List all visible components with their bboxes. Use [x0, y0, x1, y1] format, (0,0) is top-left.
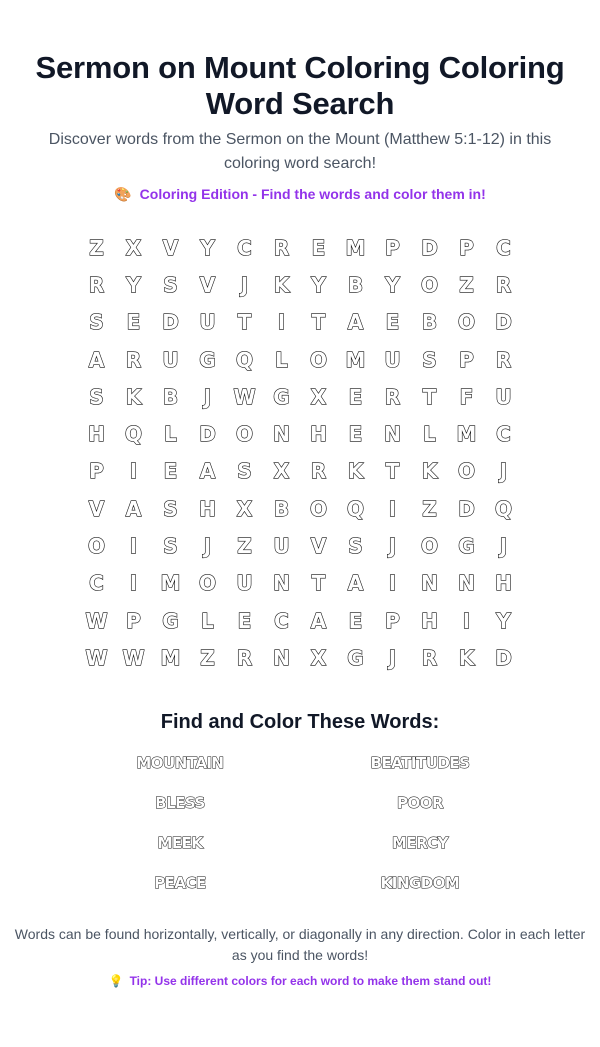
grid-cell[interactable]: R	[495, 347, 512, 372]
grid-cell[interactable]: G	[347, 645, 364, 670]
grid-cell[interactable]: B	[347, 272, 364, 297]
grid-cell[interactable]: W	[122, 645, 145, 670]
grid-cell[interactable]: N	[384, 422, 401, 447]
grid-cell[interactable]: O	[87, 534, 105, 559]
grid-cell[interactable]: Q	[235, 347, 253, 372]
word-list-item: BEATITUDES	[370, 753, 470, 772]
grid-cell[interactable]: O	[420, 272, 438, 297]
grid-cell[interactable]: E	[311, 235, 326, 260]
grid-cell[interactable]: A	[310, 608, 327, 633]
grid-cell[interactable]: S	[348, 534, 363, 559]
grid-cell[interactable]: G	[199, 347, 216, 372]
grid-cell[interactable]: X	[273, 459, 290, 484]
palette-icon: 🎨	[114, 186, 132, 202]
grid-cell[interactable]: T	[311, 571, 326, 596]
grid-cell[interactable]: E	[237, 608, 252, 633]
grid-cell[interactable]: M	[160, 645, 181, 670]
grid-cell[interactable]: I	[388, 496, 397, 521]
grid-cell[interactable]: Q	[494, 496, 512, 521]
grid-cell[interactable]: B	[421, 310, 438, 335]
grid-cell[interactable]: O	[235, 422, 253, 447]
word-list	[60, 752, 540, 912]
grid-cell[interactable]: K	[125, 384, 142, 409]
grid-cell[interactable]: A	[347, 310, 364, 335]
grid-cell[interactable]: O	[457, 310, 475, 335]
edition-banner	[0, 186, 600, 203]
grid-cell[interactable]: Y	[496, 608, 511, 633]
grid-cell[interactable]: T	[422, 384, 437, 409]
grid-cell[interactable]: G	[162, 608, 179, 633]
grid-cell[interactable]: J	[499, 534, 508, 559]
grid-cell[interactable]: L	[164, 422, 177, 447]
grid-cell[interactable]: A	[199, 459, 216, 484]
grid-cell[interactable]: M	[456, 422, 477, 447]
grid-cell[interactable]: O	[198, 571, 216, 596]
grid-cell[interactable]: P	[385, 608, 400, 633]
grid-cell[interactable]: H	[495, 571, 512, 596]
grid-cell[interactable]: X	[236, 496, 253, 521]
word-list-title: Find and Color These Words:	[160, 710, 440, 733]
grid-cell[interactable]: U	[162, 347, 179, 372]
grid-cell[interactable]: S	[89, 310, 104, 335]
grid-cell[interactable]: C	[89, 571, 104, 596]
grid-cell[interactable]: R	[236, 645, 253, 670]
page-title: Sermon on Mount Coloring Coloring Word Search	[35, 50, 565, 121]
grid-cell[interactable]: Q	[346, 496, 364, 521]
grid-cell[interactable]: I	[388, 571, 397, 596]
grid-cell[interactable]: R	[273, 235, 290, 260]
grid-cell[interactable]: S	[163, 272, 178, 297]
grid-cell[interactable]: E	[126, 310, 141, 335]
grid-cell[interactable]: K	[347, 459, 364, 484]
grid-cell[interactable]: H	[88, 422, 105, 447]
grid-cell[interactable]: S	[163, 496, 178, 521]
grid-cell[interactable]: D	[162, 310, 179, 335]
word-list-item: POOR	[396, 793, 444, 812]
grid-cell[interactable]: Q	[124, 422, 142, 447]
grid-cell[interactable]: N	[458, 571, 475, 596]
grid-cell[interactable]: C	[496, 235, 511, 260]
grid-cell[interactable]: P	[385, 235, 400, 260]
edition-text: Coloring Edition - Find the words and color them in!	[139, 186, 486, 202]
grid-cell[interactable]: H	[199, 496, 216, 521]
grid-cell[interactable]: U	[199, 310, 216, 335]
grid-cell[interactable]: X	[310, 384, 327, 409]
grid-cell[interactable]: P	[459, 235, 474, 260]
tip-banner	[0, 974, 600, 988]
grid-cell[interactable]: O	[420, 534, 438, 559]
grid-cell[interactable]: I	[129, 571, 138, 596]
grid-cell[interactable]: P	[126, 608, 141, 633]
grid-cell[interactable]: K	[458, 645, 475, 670]
word-list-item: MEEK	[157, 833, 203, 852]
grid-cell[interactable]: D	[421, 235, 438, 260]
grid-cell[interactable]: V	[162, 235, 179, 260]
grid-cell[interactable]: O	[309, 347, 327, 372]
grid-cell[interactable]: N	[273, 645, 290, 670]
grid-cell[interactable]: O	[457, 459, 475, 484]
grid-cell[interactable]: Y	[126, 272, 141, 297]
grid-cell[interactable]: B	[162, 384, 179, 409]
grid-cell[interactable]: Z	[459, 272, 474, 297]
word-list-item: KINGDOM	[380, 873, 460, 892]
instructions-text: Words can be found horizontally, vertically, or diagonally in any direction. Color in each letter as you find the words!	[14, 925, 586, 963]
grid-cell[interactable]: S	[163, 534, 178, 559]
grid-cell[interactable]: E	[163, 459, 178, 484]
grid-cell[interactable]: C	[496, 422, 511, 447]
grid-cell[interactable]: Z	[200, 645, 215, 670]
grid-cell[interactable]: D	[458, 496, 475, 521]
grid-cell[interactable]: D	[495, 310, 512, 335]
grid-cell[interactable]: J	[499, 459, 508, 484]
grid-cell[interactable]: Y	[311, 272, 326, 297]
grid-cell[interactable]: R	[421, 645, 438, 670]
word-search-grid	[78, 229, 522, 677]
grid-cell[interactable]: B	[273, 496, 290, 521]
grid-cell[interactable]: N	[273, 422, 290, 447]
grid-cell[interactable]: C	[274, 608, 289, 633]
grid-cell[interactable]: S	[237, 459, 252, 484]
grid-cell[interactable]: M	[160, 571, 181, 596]
word-list-item: MOUNTAIN	[136, 753, 224, 772]
grid-cell[interactable]: I	[277, 310, 286, 335]
grid-cell[interactable]: L	[275, 347, 288, 372]
grid-cell[interactable]: A	[347, 571, 364, 596]
grid-cell[interactable]: U	[384, 347, 401, 372]
grid-cell[interactable]: R	[495, 272, 512, 297]
grid-cell[interactable]: A	[125, 496, 142, 521]
grid-cell[interactable]: I	[129, 534, 138, 559]
grid-cell[interactable]: E	[348, 608, 363, 633]
grid-cell[interactable]: T	[385, 459, 400, 484]
grid-cell[interactable]: L	[423, 422, 436, 447]
grid-cell[interactable]: O	[309, 496, 327, 521]
grid-cell[interactable]: R	[384, 384, 401, 409]
grid-cell[interactable]: X	[125, 235, 142, 260]
word-list-item: MERCY	[391, 833, 449, 852]
grid-cell[interactable]: H	[421, 608, 438, 633]
grid-cell[interactable]: J	[203, 534, 212, 559]
grid-cell[interactable]: W	[85, 645, 108, 670]
grid-cell[interactable]: U	[273, 534, 290, 559]
grid-cell[interactable]: E	[385, 310, 400, 335]
grid-cell[interactable]: V	[199, 272, 216, 297]
grid-cell[interactable]: A	[88, 347, 105, 372]
grid-cell[interactable]: Y	[200, 235, 215, 260]
grid-cell[interactable]: R	[88, 272, 105, 297]
grid-cell[interactable]: Z	[237, 534, 252, 559]
grid-cell[interactable]: U	[495, 384, 512, 409]
grid-cell[interactable]: W	[233, 384, 256, 409]
grid-cell[interactable]: Z	[89, 235, 104, 260]
grid-cell[interactable]: S	[422, 347, 437, 372]
grid-cell[interactable]: U	[236, 571, 253, 596]
grid-cell[interactable]: W	[85, 608, 108, 633]
grid-cell[interactable]: P	[89, 459, 104, 484]
grid-cell[interactable]: H	[310, 422, 327, 447]
page-subtitle: Discover words from the Sermon on the Mount (Matthew 5:1-12) in this coloring word search!	[48, 131, 552, 172]
grid-cell[interactable]: M	[345, 235, 366, 260]
grid-cell[interactable]: X	[310, 645, 327, 670]
grid-cell[interactable]: M	[345, 347, 366, 372]
grid-cell[interactable]: I	[462, 608, 471, 633]
grid-cell[interactable]: N	[273, 571, 290, 596]
grid-cell[interactable]: L	[201, 608, 214, 633]
grid-cell[interactable]: D	[199, 422, 216, 447]
tip-text: Tip: Use different colors for each word to make them stand out!	[129, 973, 492, 988]
grid-cell[interactable]: C	[237, 235, 252, 260]
grid-cell[interactable]: D	[495, 645, 512, 670]
grid-cell[interactable]: G	[273, 384, 290, 409]
grid-cell[interactable]: T	[237, 310, 252, 335]
grid-cell[interactable]: J	[240, 272, 249, 297]
grid-cell[interactable]: G	[458, 534, 475, 559]
grid-cell[interactable]: E	[348, 422, 363, 447]
grid-cell[interactable]: J	[388, 534, 397, 559]
grid-cell[interactable]: N	[421, 571, 438, 596]
grid-cell[interactable]: R	[310, 459, 327, 484]
grid-cell[interactable]: P	[459, 347, 474, 372]
grid-cell[interactable]: E	[348, 384, 363, 409]
grid-cell[interactable]: T	[311, 310, 326, 335]
grid-cell[interactable]: Z	[422, 496, 437, 521]
grid-cell[interactable]: Y	[385, 272, 400, 297]
lightbulb-icon: 💡	[108, 973, 124, 988]
word-list-item: BLESS	[155, 793, 205, 812]
grid-cell[interactable]: J	[388, 645, 397, 670]
word-list-item: PEACE	[154, 873, 206, 892]
grid-cell[interactable]: K	[273, 272, 290, 297]
grid-cell[interactable]: J	[203, 384, 212, 409]
grid-cell[interactable]: I	[129, 459, 138, 484]
grid-cell[interactable]: V	[310, 534, 327, 559]
grid-cell[interactable]: F	[459, 384, 474, 409]
grid-cell[interactable]: K	[421, 459, 438, 484]
grid-cell[interactable]: R	[125, 347, 142, 372]
grid-cell[interactable]: V	[88, 496, 105, 521]
grid-cell[interactable]: S	[89, 384, 104, 409]
